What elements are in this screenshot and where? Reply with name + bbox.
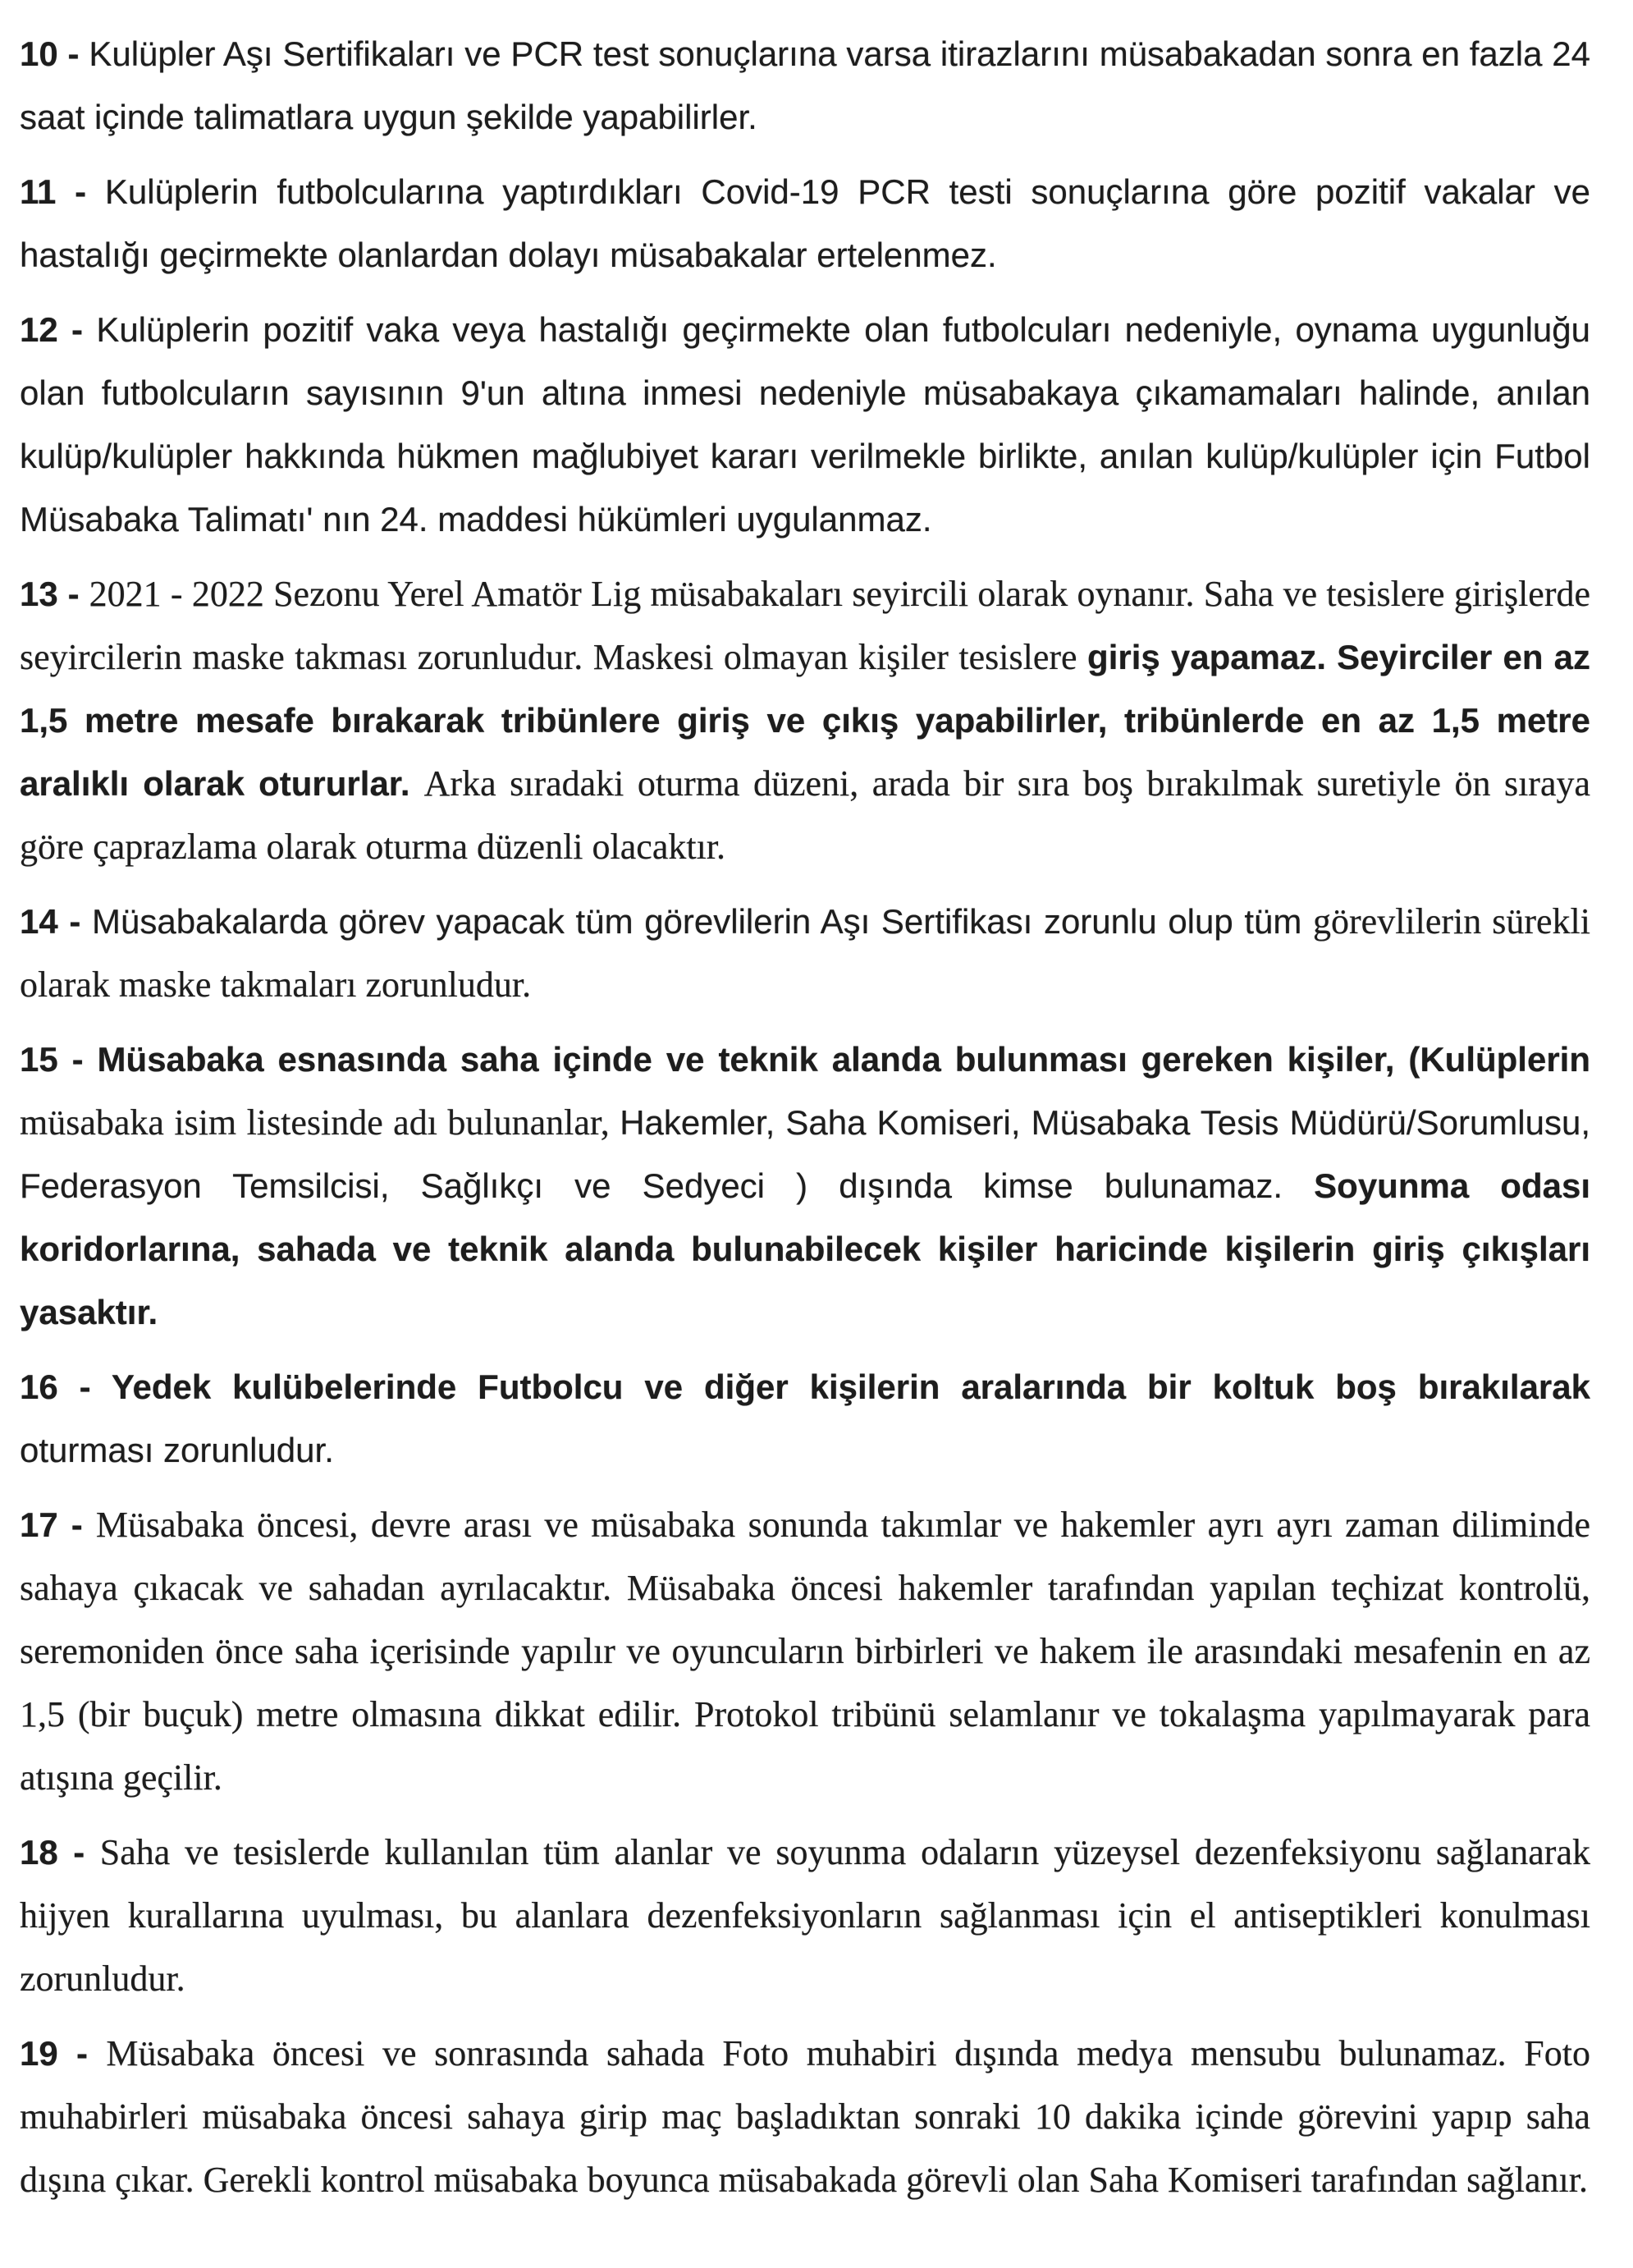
rules-list: [20, 23, 1590, 2212]
rule-separator: -: [57, 1505, 96, 1544]
rule-separator: -: [57, 34, 89, 73]
rule-text-segment: müsabaka isim listesinde adı bulunanlar,: [20, 1102, 620, 1143]
rule-item: [20, 299, 1590, 552]
rule-text-segment: Kulüpler Aşı Sertifikaları ve PCR test sonuçlarına varsa itirazlarını müsabakadan sonra en fazla 24 saat içinde talimatlara uygun şekilde yapabilirler.: [20, 34, 1591, 136]
rule-text-segment: 2021 - 2022 Sezonu Yerel Amatör Lig müsabakaları seyircili olarak oynanır. Saha ve tesislere girişlerde seyircilerin maske takması zorunludur. Maskesi olmayan kişiler tesislere: [20, 574, 1591, 677]
rule-text-segment: Saha ve tesislerde kullanılan tüm alanlar ve soyunma odaların yüzeysel dezenfeksiyonu sağlanarak hijyen kurallarına uyulması, bu alanlara dezenfeksiyonların sağlanması için el antiseptikleri konulması zorunludur.: [20, 1832, 1590, 1999]
rule-item: [20, 23, 1590, 149]
rule-text-segment: Arka sıradaki oturma düzeni, arada bir sıra boş bırakılmak suretiyle ön sıraya göre çaprazlama olarak oturma düzenli olacaktır.: [20, 763, 1590, 867]
rule-number: 17: [20, 1505, 58, 1544]
rule-number: 16: [20, 1368, 58, 1406]
rule-item: [20, 563, 1590, 879]
rule-item: [20, 161, 1590, 287]
rule-number: 19: [20, 2034, 58, 2073]
rule-text-segment: giriş yapamaz. Seyirciler en az 1,5 metre mesafe bırakarak tribünlere giriş ve çıkış yapabilirler, tribünlerde en az 1,5 metre aralıklı olarak otururlar.: [20, 638, 1591, 803]
rule-text-segment: Müsabakalarda görev yapacak tüm görevlilerin Aşı Sertifikası zorunlu olup tüm: [91, 902, 1314, 941]
rule-item: [20, 1029, 1590, 1345]
rule-separator: -: [57, 902, 92, 941]
rule-item: [20, 1356, 1590, 1482]
rule-text-segment: Kulüplerin futbolcularına yaptırdıkları Covid-19 PCR testi sonuçlarına göre pozitif vakalar ve hastalığı geçirmekte olanlardan dolayı müsabakalar ertelenmez.: [20, 172, 1590, 274]
rule-text-segment: Soyunma odası koridorlarına, sahada ve teknik alanda bulunabilecek kişiler haricinde kişilerin giriş çıkışları yasaktır.: [20, 1166, 1591, 1331]
rule-text-segment: oturması zorunludur.: [20, 1431, 334, 1469]
rule-number: 15: [20, 1040, 58, 1079]
rule-item: [20, 1494, 1590, 1810]
rule-item: [20, 891, 1590, 1017]
rule-item: [20, 2023, 1590, 2212]
rule-number: 18: [20, 1833, 58, 1872]
rule-text-segment: Hakemler, Saha Komiseri, Müsabaka Tesis Müdürü/Sorumlusu, Federasyon Temsilcisi, Sağlıkçı ve Sedyeci ) dışında kimse bulunamaz.: [20, 1103, 1591, 1205]
rule-number: 13: [20, 575, 58, 613]
rule-text-segment: Müsabaka öncesi, devre arası ve müsabaka sonunda takımlar ve hakemler ayrı ayrı zaman diliminde sahaya çıkacak ve sahadan ayrılacaktır. Müsabaka öncesi hakemler tarafından yapılan teçhizat kontrolü, seremoniden önce saha içerisinde yapılır ve oyuncuların birbirleri ve hakem ile arasındaki mesafenin en az 1,5 (bir buçuk) metre olmasına dikkat edilir. Protokol tribünü selamlanır ve tokalaşma yapılmayarak para atışına geçilir.: [20, 1505, 1591, 1798]
rule-text-segment: Kulüplerin pozitif vaka veya hastalığı geçirmekte olan futbolcuları nedeniyle, oynama uygunluğu olan futbolcuların sayısının 9'un altına inmesi nedeniyle müsabakaya çıkamamaları halinde, anılan kulüp/kulüpler hakkında hükmen mağlubiyet kararı verilmekle birlikte, anılan kulüp/kulüpler için Futbol Müsabaka Talimatı' nın 24. maddesi hükümleri uygulanmaz.: [20, 310, 1590, 538]
rule-text-segment: Yedek kulübelerinde Futbolcu ve diğer kişilerin aralarında bir koltuk boş bırakılarak: [111, 1368, 1590, 1406]
rule-text-segment: Müsabaka öncesi ve sonrasında sahada Foto muhabiri dışında medya mensubu bulunamaz. Foto muhabirleri müsabaka öncesi sahaya girip maç başladıktan sonraki 10 dakika içinde görevini yapıp saha dışına çıkar. Gerekli kontrol müsabaka boyunca müsabakada görevli olan Saha Komiseri tarafından sağlanır.: [20, 2033, 1590, 2200]
rule-separator: -: [57, 1368, 112, 1406]
rule-separator: -: [57, 1040, 98, 1079]
rule-separator: -: [57, 1833, 100, 1872]
rule-separator: -: [57, 310, 97, 349]
rule-separator: -: [56, 172, 105, 211]
rule-text-segment: Müsabaka esnasında saha içinde ve teknik alanda bulunması gereken kişiler, (Kulüplerin: [97, 1040, 1591, 1079]
rule-separator: -: [57, 2034, 107, 2073]
rule-separator: -: [57, 575, 89, 613]
rule-item: [20, 1821, 1590, 2011]
rule-text-segment: görevlilerin sürekli olarak maske takmaları zorunludur.: [20, 901, 1590, 1005]
rule-number: 11: [20, 172, 57, 211]
rule-number: 10: [20, 34, 58, 73]
rule-number: 14: [20, 902, 58, 941]
rule-number: 12: [20, 310, 58, 349]
